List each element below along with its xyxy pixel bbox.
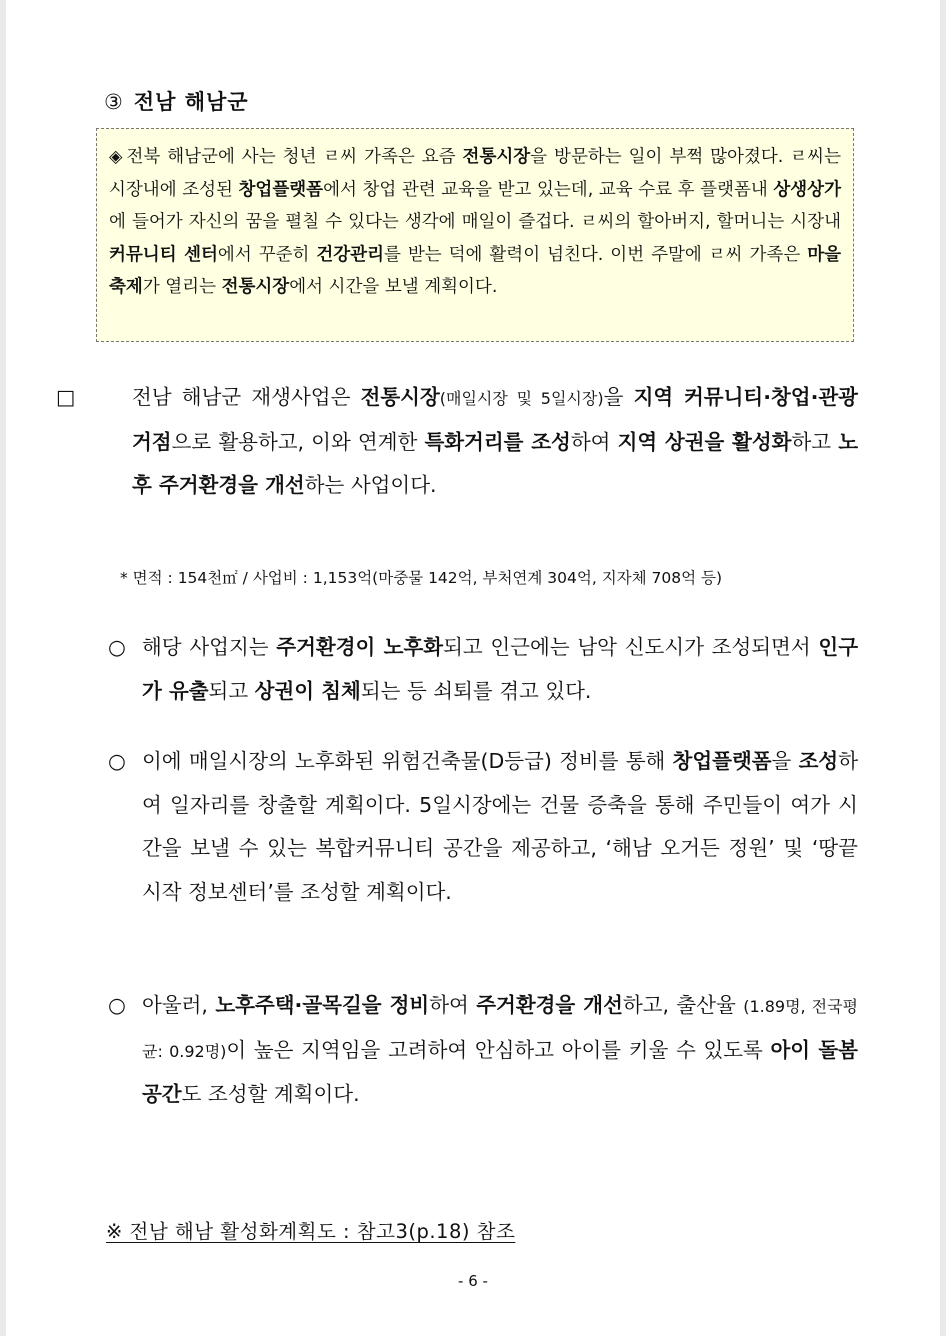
body-text: 을 방문하는 일이 부쩍 많아졌다. ㄹ씨는 시장내에 조성된 (109, 147, 841, 200)
body-text: 에 들어가 자신의 꿈을 펼칠 수 있다는 생각에 매일이 즐겁다. ㄹ씨의 할아버지, 할머니는 시장내 (109, 212, 841, 232)
body-text: 되는 등 쇠퇴를 겪고 있다. (360, 678, 592, 703)
emphasis-text: 인구가 유출 (142, 635, 859, 703)
emphasis-text: 창업플랫폼 (238, 179, 324, 200)
circle-bullet-icon: ○ (108, 993, 126, 1017)
point-paragraph-2 (108, 740, 858, 914)
emphasis-text: 상권이 침체 (254, 678, 361, 703)
body-text: 이에 매일시장의 노후화된 위험건축물(D등급) 정비를 통해 (142, 749, 673, 773)
emphasis-text: 노후 주거환경을 개선 (132, 429, 859, 497)
point-text (142, 635, 858, 703)
body-text: 되고 (208, 678, 255, 703)
section-title-text: 전남 해남군 (133, 90, 249, 114)
emphasis-text: 창업플랫폼 (672, 749, 772, 773)
body-text: 하고 (791, 429, 839, 454)
page-number: - 6 - (458, 1272, 488, 1290)
emphasis-text: 특화거리를 조성 (424, 429, 571, 454)
emphasis-text: 주거환경을 개선 (476, 993, 623, 1017)
emphasis-text: 노후주택·골목길을 정비 (215, 993, 430, 1017)
story-text (109, 147, 841, 297)
emphasis-text: 커뮤니티 센터 (109, 244, 218, 265)
page-edge-left (0, 0, 6, 1336)
body-text: (매일시장 및 5일시장) (439, 389, 604, 408)
page-edge-right (940, 0, 946, 1336)
body-text: 하여 (429, 993, 477, 1017)
emphasis-text: 상생상가 (773, 179, 841, 200)
body-text: 하는 사업이다. (304, 473, 437, 497)
body-text: 하여 (570, 429, 618, 454)
emphasis-text: 아이 돌봄공간 (142, 1037, 858, 1106)
section-title (104, 86, 249, 116)
emphasis-text: 조성 (798, 749, 839, 773)
emphasis-text: 지역 커뮤니티·창업·관광 거점 (132, 385, 858, 454)
overview-text (132, 385, 858, 497)
body-text: 전남 해남군 재생사업은 (132, 385, 361, 409)
diamond-bullet-icon: ◈ (109, 147, 123, 167)
circle-bullet-icon: ○ (108, 749, 126, 773)
body-text: 하고, 출산율 (622, 993, 744, 1017)
circle-bullet-icon: ○ (108, 635, 126, 659)
body-text: 해당 사업지는 (142, 635, 277, 659)
point-text (142, 993, 858, 1106)
body-text: 으로 활용하고, 이와 연계한 (171, 429, 425, 454)
emphasis-text: 전통시장 (360, 385, 440, 409)
reference-note: ※ 전남 해남 활성화계획도 : 참고3(p.18) 참조 (106, 1220, 516, 1243)
emphasis-text: 지역 상권을 활성화 (617, 429, 792, 454)
body-text: (1.89명, 전국평균: 0.92명) (142, 997, 858, 1061)
body-text: 을 (771, 749, 799, 773)
body-text: 도 조성할 계획이다. (181, 1082, 360, 1106)
point-text (142, 749, 858, 904)
emphasis-text: 전통시장 (221, 277, 290, 297)
body-text: 가 열리는 (142, 277, 222, 297)
body-text: 전북 해남군에 사는 청년 ㄹ씨 가족은 요즘 (126, 147, 463, 167)
section-number: ③ (104, 90, 124, 114)
body-text: 하여 일자리를 창출할 계획이다. 5일시장에는 건물 증축을 통해 주민들이 여가 시간을 보낼 수 있는 복합커뮤니티 공간을 제공하고, ‘해남 오거든 정원’ 및 ‘땅끝 시작 정보센터’를 조성할 계획이다. (142, 749, 858, 904)
emphasis-text: 주거환경이 노후화 (276, 635, 444, 659)
budget-note: * 면적 : 154천㎡ / 사업비 : 1,153억(마중물 142억, 부처연계 304억, 지자체 708억 등) (120, 569, 723, 587)
overview-paragraph (56, 376, 859, 508)
body-text: 이 높은 지역임을 고려하여 안심하고 아이를 키울 수 있도록 (226, 1037, 771, 1062)
body-text: 를 받는 덕에 활력이 넘친다. 이번 주말에 ㄹ씨 가족은 (384, 244, 808, 265)
body-text: 을 (603, 385, 634, 409)
point-paragraph-3 (108, 984, 858, 1117)
square-bullet-icon: □ (56, 385, 76, 409)
emphasis-text: 마을축제 (109, 244, 841, 297)
emphasis-text: 전통시장 (462, 147, 531, 167)
body-text: 되고 인근에는 남악 신도시가 조성되면서 (443, 635, 819, 659)
body-text: 에서 꾸준히 (217, 244, 317, 265)
emphasis-text: 건강관리 (316, 244, 384, 265)
story-box (96, 128, 854, 342)
body-text: 에서 창업 관련 교육을 받고 있는데, 교육 수료 후 플랫폼내 (323, 179, 774, 200)
body-text: 아울러, (142, 993, 216, 1017)
point-paragraph-1 (108, 626, 858, 713)
body-text: 에서 시간을 보낼 계획이다. (289, 277, 498, 297)
